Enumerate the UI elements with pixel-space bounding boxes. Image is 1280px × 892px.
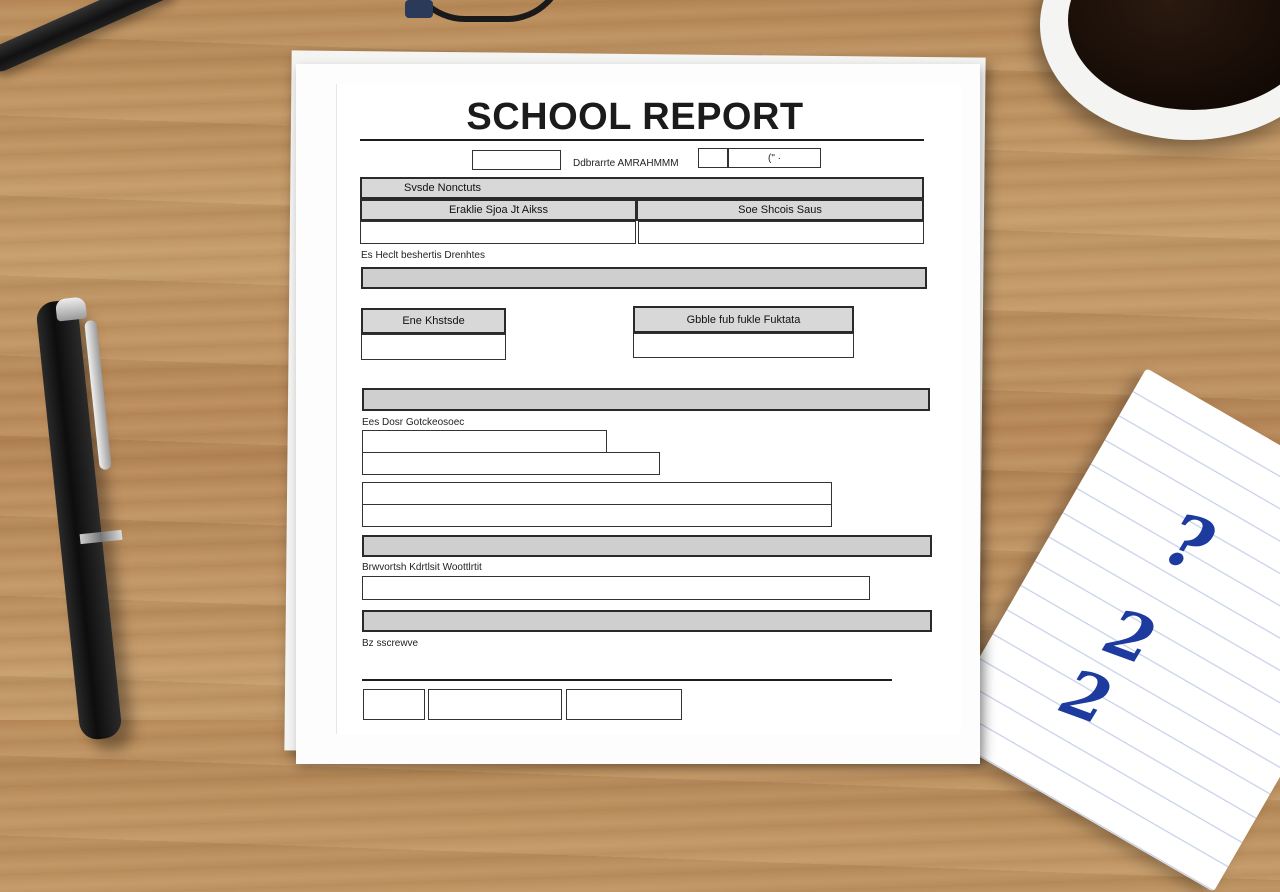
bottom-cell-2[interactable] [428, 689, 562, 720]
box-b-header [633, 306, 854, 333]
title-rule [360, 139, 924, 141]
column-header-1 [360, 199, 637, 221]
note-3: Brwvortsh Kdrtlsit Woottlrtit [362, 562, 482, 573]
bottom-cell-3[interactable] [566, 689, 682, 720]
field-row-1[interactable] [362, 430, 607, 453]
header-field-right[interactable] [728, 148, 821, 168]
box-a-header [361, 308, 506, 334]
header-label: Ddbrarrte AMRAHMMM [573, 158, 679, 169]
note-4: Bz sscrewve [362, 638, 419, 649]
doodle-question-mark: ? [1154, 495, 1224, 590]
box-a-field[interactable] [361, 334, 506, 360]
header-field-right-text: (" · [768, 152, 781, 164]
column-1-title: Eraklie Sjoa Jt Aikss [448, 204, 549, 216]
doodle-two-lower: 2 [1052, 654, 1121, 741]
bottom-cell-1[interactable] [363, 689, 425, 720]
field-row-5[interactable] [362, 576, 870, 600]
column-header-2 [636, 199, 924, 221]
pen-cap-tip [55, 296, 87, 321]
column-2-field[interactable] [638, 221, 924, 244]
doodle-two: 2 [1096, 594, 1165, 681]
note-1: Es Heclt beshertis Drenhtes [361, 250, 485, 261]
section-bar-3 [362, 388, 930, 411]
eyeglasses-hinge [405, 0, 433, 18]
header-field-small[interactable] [698, 148, 728, 168]
section-bar-2 [361, 267, 927, 289]
field-row-2[interactable] [362, 452, 660, 475]
report-title: SCHOOL REPORT [466, 96, 804, 138]
bottom-rule [362, 679, 892, 681]
box-b-field[interactable] [633, 333, 854, 358]
field-row-3[interactable] [362, 482, 832, 505]
note-2: Ees Dosr Gotckeosoec [362, 417, 465, 428]
box-b-title: Gbble fub fukle Fuktata [686, 313, 801, 326]
field-row-4[interactable] [362, 504, 832, 527]
box-a-title: Ene Khstsde [402, 315, 465, 327]
column-2-title: Soe Shcois Saus [738, 204, 822, 216]
black-pen [35, 299, 123, 741]
section-1-title: Svsde Nonctuts [404, 182, 482, 194]
section-header-1 [360, 177, 924, 199]
section-bar-4 [362, 535, 932, 557]
section-bar-5 [362, 610, 932, 632]
header-field-left[interactable] [472, 150, 561, 170]
column-1-field[interactable] [360, 221, 636, 244]
black-pen-top-left [0, 0, 177, 76]
